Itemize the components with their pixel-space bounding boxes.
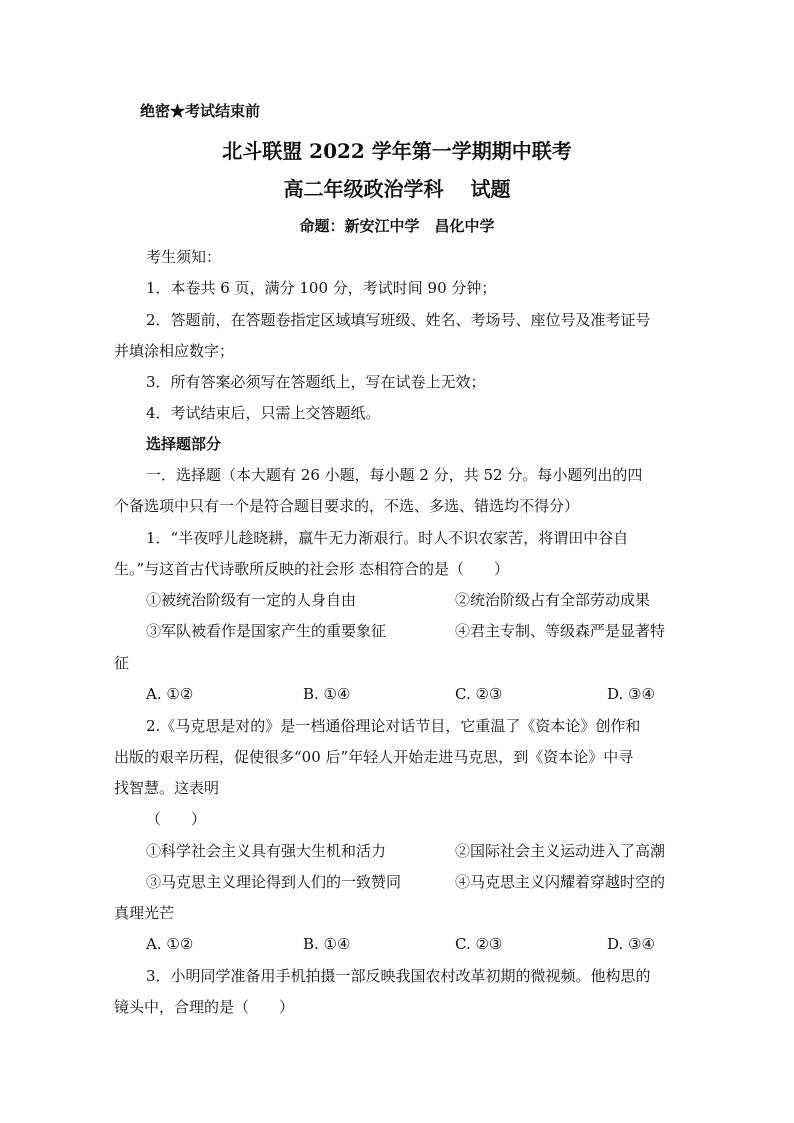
exam-authors: 命题：新安江中学 昌化中学: [299, 217, 495, 235]
notice-item-2: 2．答题前，在答题卷指定区域填写班级、姓名、考场号、座位号及准考证号: [146, 311, 651, 329]
question-2-stem-cont: 出版的艰辛历程，促使很多“00 后”年轻人开始走进马克思，到《资本论》中寻: [114, 748, 634, 766]
question-2-statement-4: ④马克思主义闪耀着穿越时空的: [455, 873, 666, 891]
question-2-option-a: A. ①②: [146, 935, 194, 953]
question-1-stem-cont: 生。”与这首古代诗歌所反映的社会形 态相符合的是（ ）: [114, 560, 509, 578]
question-1-option-d: D. ③④: [607, 685, 655, 703]
notice-item-1: 1．本卷共 6 页，满分 100 分，考试时间 90 分钟；: [146, 279, 497, 297]
question-2-option-d: D. ③④: [607, 935, 655, 953]
question-3-stem-cont: 镜头中，合理的是（ ）: [114, 998, 295, 1016]
question-2-stem: 2.《马克思是对的》是一档通俗理论对话节目，它重温了《资本论》创作和: [146, 717, 641, 735]
question-1-option-c: C. ②③: [455, 685, 503, 703]
section-heading: 选择题部分: [146, 435, 222, 453]
question-1-statement-1: ①被统治阶级有一定的人身自由: [146, 591, 357, 609]
notice-item-3: 3．所有答案必须写在答题纸上，写在试卷上无效；: [146, 373, 486, 391]
section-intro-cont: 个备选项中只有一个是符合题目要求的，不选、多选、错选均不得分）: [114, 497, 580, 515]
question-2-answer-paren: （ ）: [146, 810, 207, 828]
question-1-option-a: A. ①②: [146, 685, 194, 703]
question-1-statement-2: ②统治阶级占有全部劳动成果: [455, 591, 651, 609]
secrecy-label: 绝密★考试结束前: [140, 102, 261, 120]
section-intro: 一．选择题（本大题有 26 小题，每小题 2 分，共 52 分。每小题列出的四: [146, 466, 643, 484]
notice-item-2-cont: 并填涂相应数字；: [114, 342, 235, 360]
question-1-statement-4: ④君主专制、等级森严是显著特: [455, 622, 666, 640]
notice-heading: 考生须知：: [146, 248, 222, 266]
question-1-statement-4-cont: 征: [114, 654, 130, 672]
exam-title: 北斗联盟 2022 学年第一学期期中联考: [222, 139, 572, 163]
notice-item-4: 4．考试结束后，只需上交答题纸。: [146, 404, 381, 422]
question-3-stem: 3．小明同学准备用手机拍摄一部反映我国农村改革初期的微视频。他构思的: [146, 967, 651, 985]
exam-subtitle: 高二年级政治学科 试题: [283, 177, 511, 201]
question-2-statement-1: ①科学社会主义具有强大生机和活力: [146, 842, 387, 860]
question-1-stem: 1．“半夜呼儿趁晓耕，羸牛无力渐艰行。时人不识农家苦，将谓田中谷自: [146, 529, 629, 547]
question-2-option-b: B. ①④: [303, 935, 351, 953]
question-2-option-c: C. ②③: [455, 935, 503, 953]
question-2-statement-4-cont: 真理光芒: [114, 904, 175, 922]
question-1-option-b: B. ①④: [303, 685, 351, 703]
question-2-stem-end: 找智慧。这表明: [114, 779, 220, 797]
question-1-statement-3: ③军队被看作是国家产生的重要象征: [146, 622, 387, 640]
question-2-statement-2: ②国际社会主义运动进入了高潮: [455, 842, 666, 860]
question-2-statement-3: ③马克思主义理论得到人们的一致赞同: [146, 873, 402, 891]
